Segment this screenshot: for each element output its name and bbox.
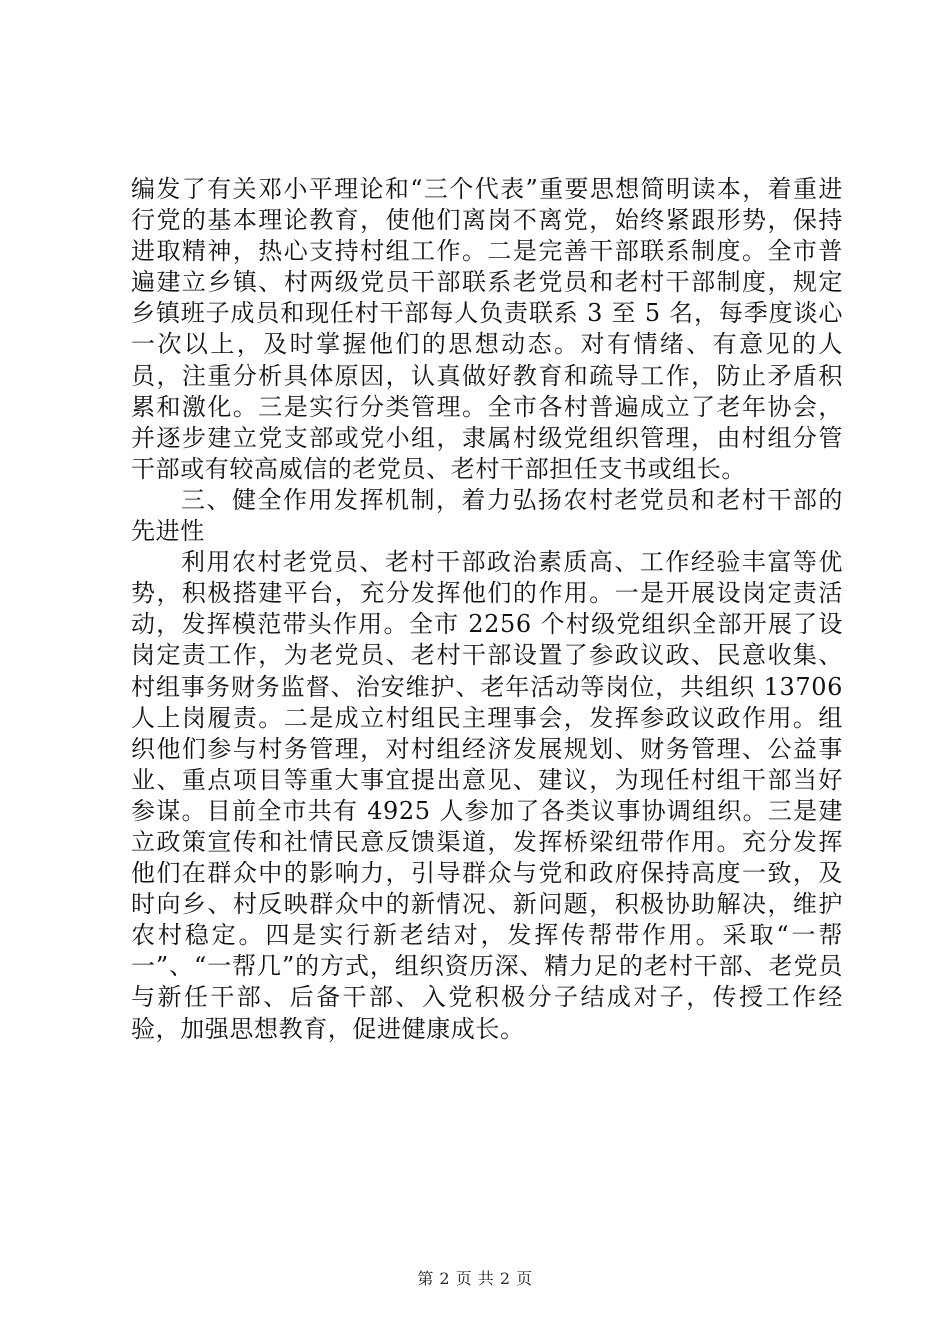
page-footer: 第 2 页 共 2 页 (417, 1269, 533, 1288)
section-heading-three: 三、健全作用发挥机制，着力弘扬农村老党员和老村干部的先进性 (131, 485, 843, 546)
document-body (131, 174, 843, 1045)
paragraph-management-measures: 编发了有关邓小平理论和“三个代表”重要思想简明读本，着重进行党的基本理论教育，使他们离岗不离党，始终紧跟形势，保持进取精神，热心支持村组工作。二是完善干部联系制度。全市普遍建立乡镇、村两级党员干部联系老党员和老村干部制度，规定乡镇班子成员和现任村干部每人负责联系 3 至 5 名，每季度谈心一次以上，及时掌握他们的思想动态。对有情绪、有意见的人员，注重分析具体原因，认真做好教育和疏导工作，防止矛盾积累和激化。三是实行分类管理。全市各村普遍成立了老年协会，并逐步建立党支部或党小组，隶属村级党组织管理，由村组分管干部或有较高威信的老党员、老村干部担任支书或组长。 (131, 175, 843, 483)
paragraph-role-mechanism: 利用农村老党员、老村干部政治素质高、工作经验丰富等优势，积极搭建平台，充分发挥他们的作用。一是开展设岗定责活动，发挥模范带头作用。全市 2256 个村级党组织全部开展了设岗定责工作，为老党员、老村干部设置了参政议政、民意收集、村组事务财务监督、治安维护、老年活动等岗位，共组织 13706 人上岗履责。二是成立村组民主理事会，发挥参政议政作用。组织他们参与村务管理，对村组经济发展规划、财务管理、公益事业、重点项目等重大事宜提出意见、建议，为现任村组干部当好参谋。目前全市共有 4925 人参加了各类议事协调组织。三是建立政策宣传和社情民意反馈渠道，发挥桥梁纽带作用。充分发挥他们在群众中的影响力，引导群众与党和政府保持高度一致，及时向乡、村反映群众中的新情况、新问题，积极协助解决，维护农村稳定。四是实行新老结对，发挥传帮带作用。采取“一帮一”、“一帮几”的方式，组织资历深、精力足的老村干部、老党员与新任干部、后备干部、入党积极分子结成对子，传授工作经验，加强思想教育，促进健康成长。 (131, 548, 843, 1043)
